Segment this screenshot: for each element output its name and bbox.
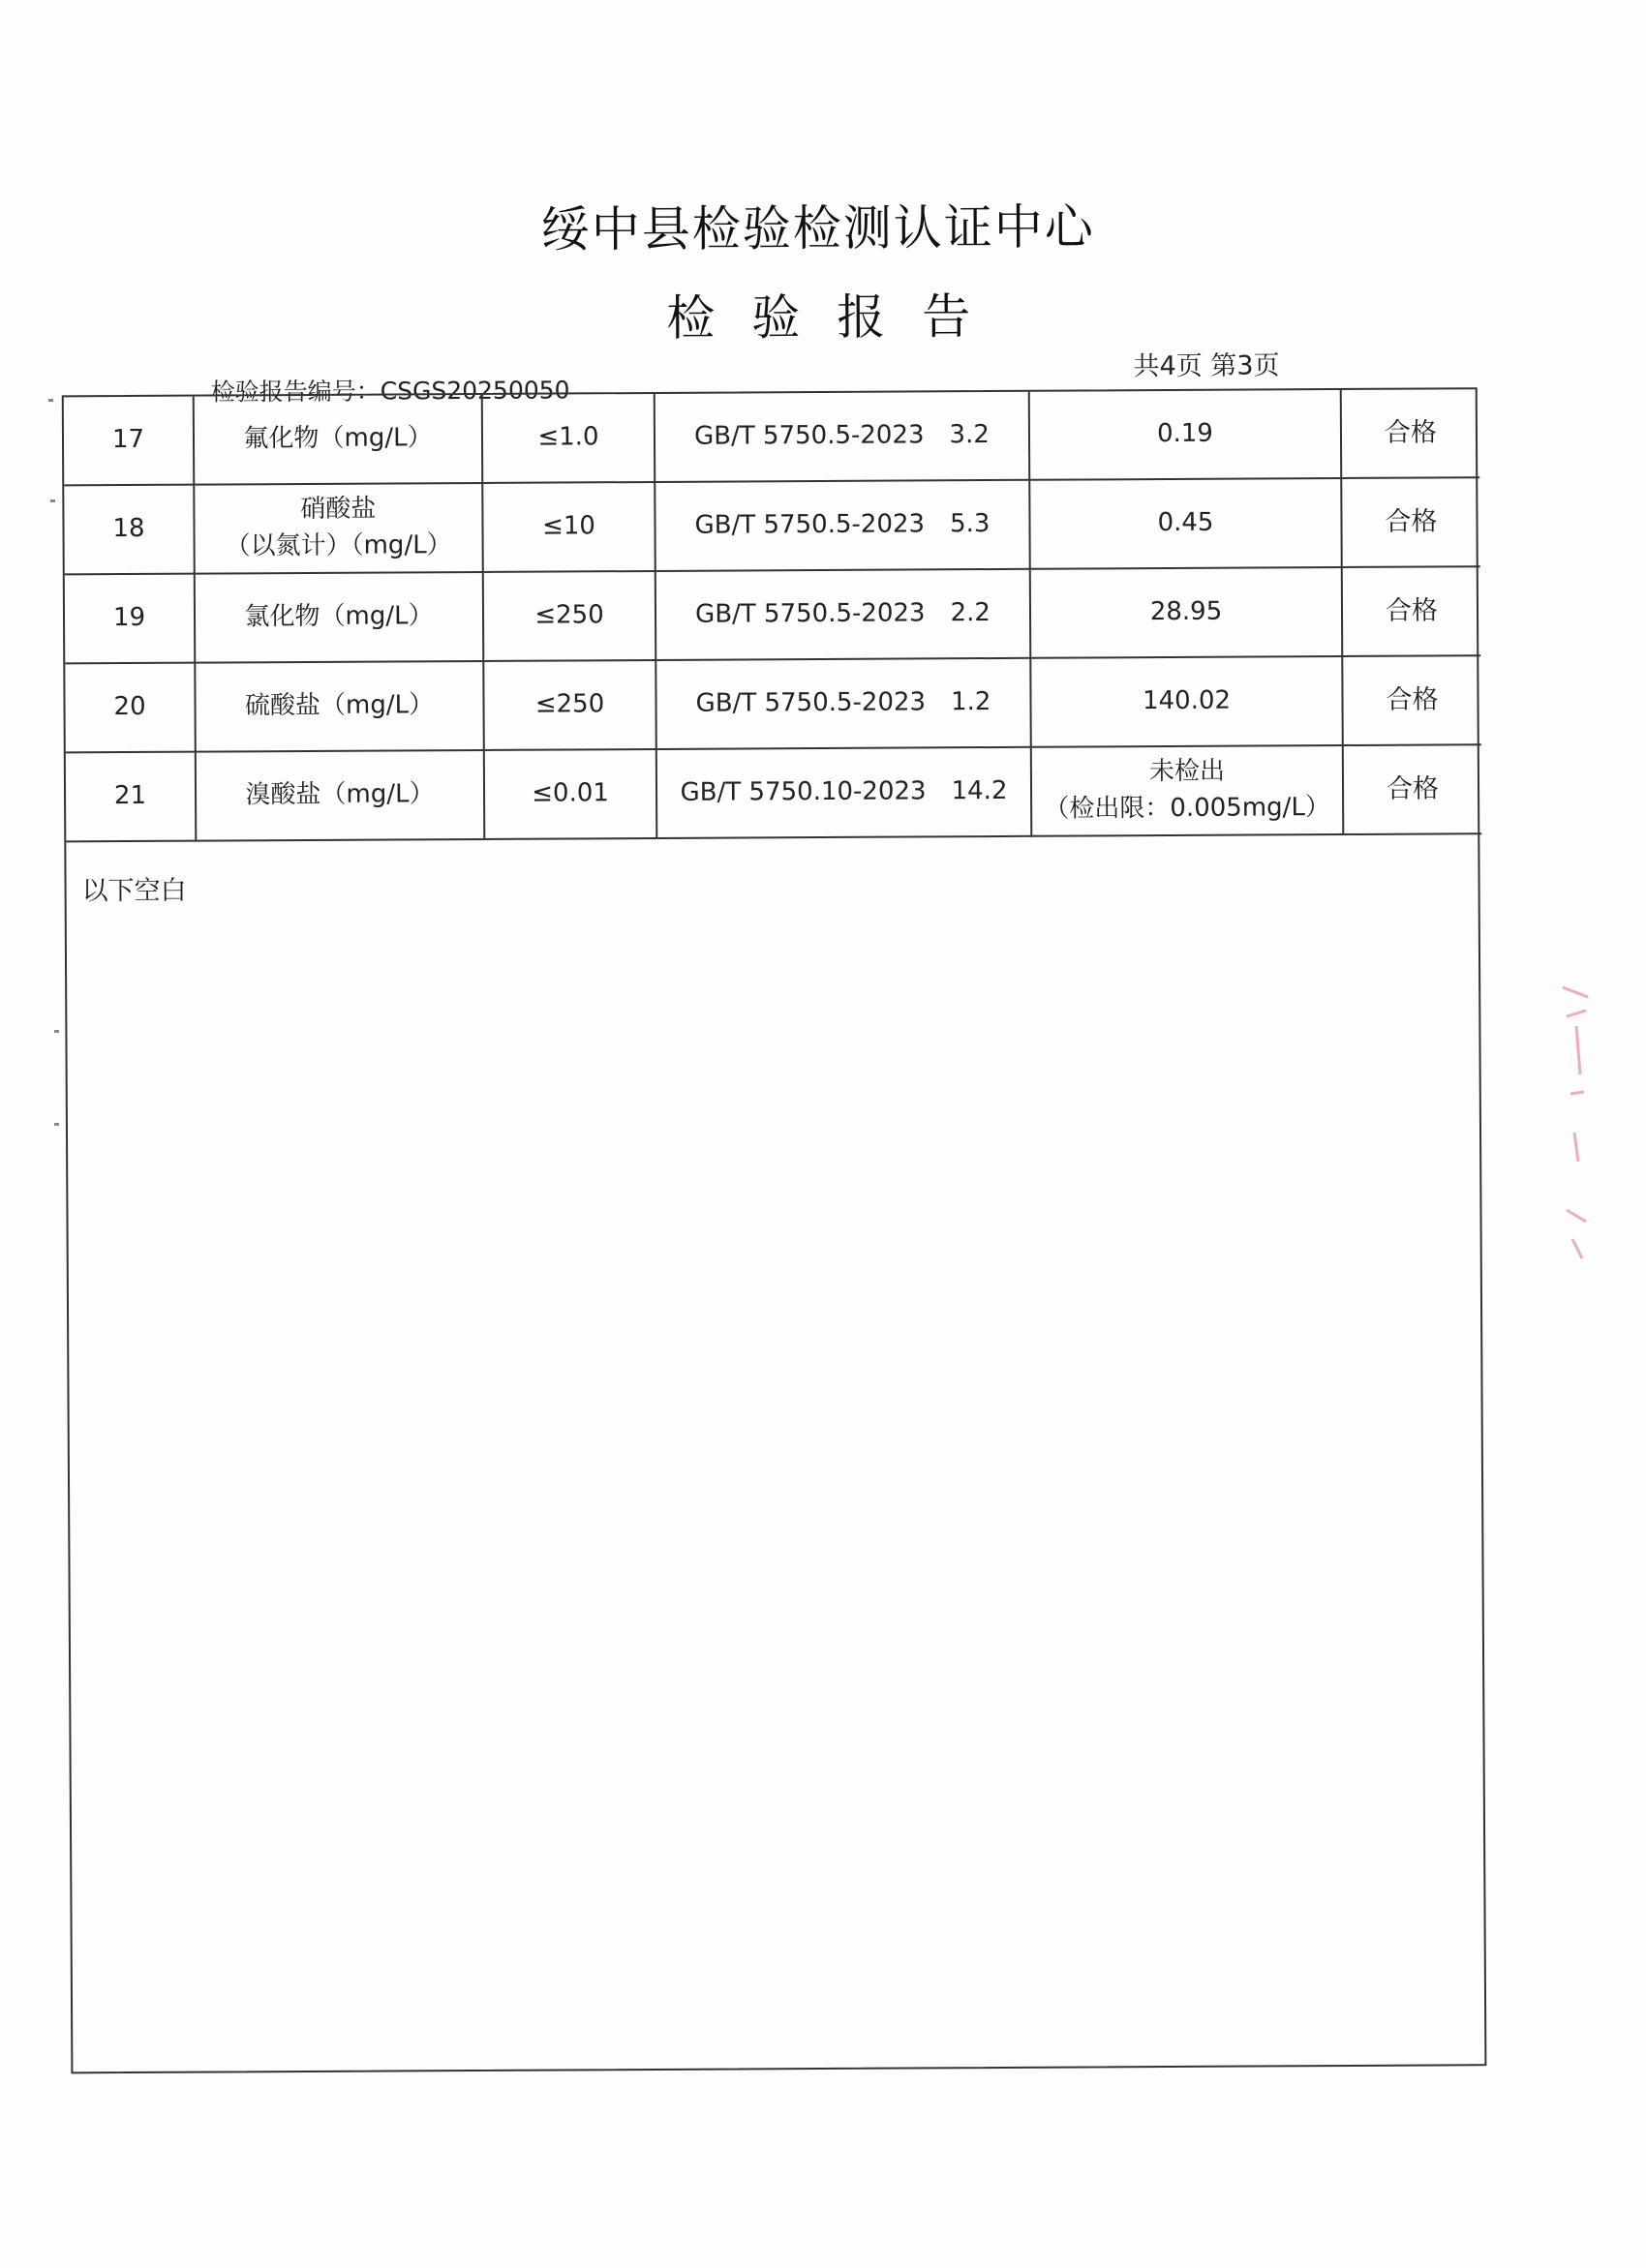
test-method: GB/T 5750.5-2023 1.2 [695, 687, 991, 718]
standard-limit-cell [482, 482, 655, 572]
row-number-cell [65, 663, 196, 753]
test-method: GB/T 5750.5-2023 2.2 [695, 598, 991, 629]
test-method: GB/T 5750.5-2023 3.2 [694, 420, 990, 451]
test-item-cell [194, 395, 483, 485]
verdict: 合格 [1386, 684, 1439, 716]
row-number: 20 [113, 692, 146, 722]
results-frame [62, 387, 1487, 2073]
report-number: 检验报告编号：CSGS20250050 [210, 376, 570, 407]
scan-speck [48, 399, 53, 402]
verdict: 合格 [1386, 773, 1440, 805]
row-number-cell [64, 397, 195, 486]
test-item-cell [195, 572, 484, 663]
standard-limit-cell [483, 660, 656, 750]
test-item-name: 溴酸盐（mg/L） [245, 779, 435, 810]
table-row [65, 655, 1480, 752]
row-number: 17 [111, 425, 145, 455]
test-result-cell [1030, 567, 1343, 658]
standard-limit-cell [484, 749, 657, 839]
test-method-cell [655, 658, 1031, 749]
test-item-name: 硫酸盐（mg/L） [244, 690, 435, 721]
row-number-cell [65, 574, 196, 664]
test-result: 28.95 [1149, 596, 1223, 627]
test-item-qualifier: （以氮计）（mg/L） [225, 530, 452, 561]
test-result: 0.19 [1156, 418, 1214, 449]
standard-limit: ≤0.01 [532, 778, 609, 808]
test-result: 140.02 [1142, 685, 1232, 716]
standard-limit-cell [482, 394, 655, 483]
verdict-cell [1341, 389, 1480, 478]
table-row [65, 566, 1480, 663]
verdict: 合格 [1384, 417, 1438, 449]
results-table [64, 389, 1482, 842]
test-method: GB/T 5750.10-2023 14.2 [680, 776, 1008, 807]
document-title: 检验报告 [666, 287, 1008, 347]
page-count: 共4页 第3页 [1133, 350, 1280, 382]
verdict: 合格 [1385, 595, 1439, 627]
test-method-cell [655, 569, 1031, 660]
scan-speck [54, 1030, 59, 1033]
test-result-cell [1030, 656, 1343, 747]
verdict: 合格 [1385, 506, 1438, 538]
scan-speck [54, 1123, 59, 1126]
verdict-cell [1342, 655, 1481, 745]
seal-edge-mark [1557, 968, 1596, 1278]
detection-limit: （检出限：0.005mg/L） [1044, 793, 1330, 824]
standard-limit: ≤250 [534, 600, 604, 630]
test-method: GB/T 5750.5-2023 5.3 [694, 509, 991, 540]
table-row [66, 744, 1481, 841]
test-item-name: 氯化物（mg/L） [244, 601, 434, 632]
row-number: 21 [113, 781, 147, 811]
organization-title: 绥中县检验检测认证中心 [540, 198, 1095, 258]
row-number: 18 [112, 514, 145, 544]
row-number-cell [64, 485, 195, 575]
standard-limit-cell [483, 571, 656, 661]
test-result: 未检出 [1148, 756, 1226, 787]
test-method-cell [655, 392, 1030, 482]
test-method-cell [656, 747, 1032, 838]
test-item-cell [195, 661, 484, 752]
results-table-body [64, 389, 1482, 841]
row-number-cell [66, 752, 197, 842]
standard-limit: ≤10 [541, 511, 596, 541]
scan-speck [50, 499, 55, 502]
table-row [64, 477, 1479, 574]
test-result-cell [1029, 390, 1342, 480]
table-row [64, 389, 1479, 485]
test-item-cell [196, 750, 485, 841]
test-item-cell [194, 483, 483, 574]
standard-limit: ≤250 [534, 689, 605, 719]
test-method-cell [655, 480, 1030, 571]
blank-below-note: 以下空白 [81, 875, 187, 907]
test-result-cell [1029, 478, 1342, 569]
test-item-name: 硝酸盐 [300, 494, 377, 525]
standard-limit: ≤1.0 [537, 422, 599, 452]
verdict-cell [1342, 566, 1481, 656]
verdict-cell [1341, 477, 1480, 567]
test-result-cell [1031, 745, 1344, 836]
test-item-name: 氟化物（mg/L） [243, 423, 433, 454]
test-result: 0.45 [1157, 507, 1214, 538]
verdict-cell [1343, 744, 1482, 834]
row-number: 19 [112, 603, 146, 633]
